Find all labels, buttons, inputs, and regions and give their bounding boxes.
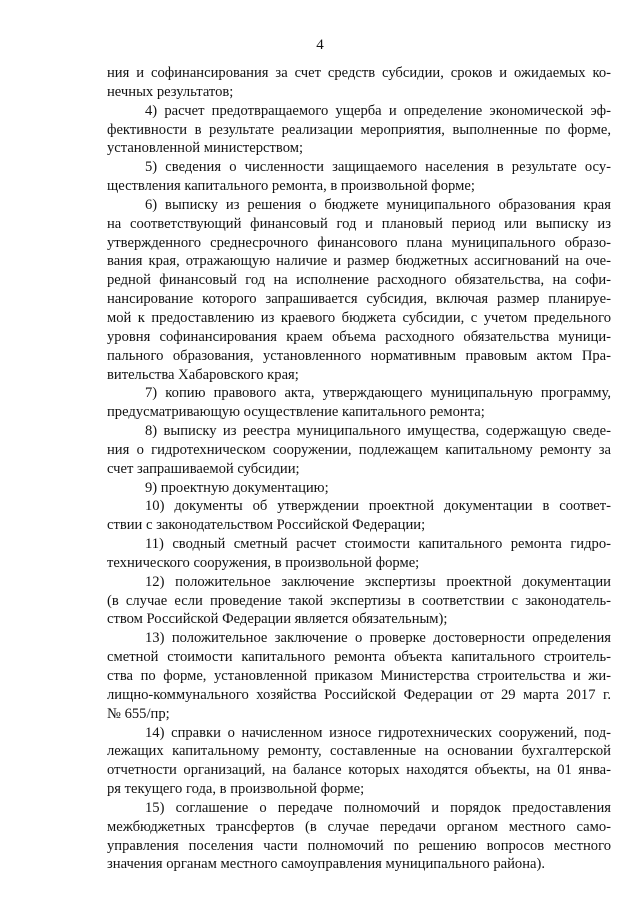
text-line: лищно-коммунального хозяйства Российской Федерации от 29 марта 2017 г.	[107, 686, 611, 703]
text-line: пального образования, установленного нормативным правовым актом Пра-	[107, 347, 611, 364]
text-line: лежащих капитальному ремонту, составленные на основании бухгалтерской	[107, 743, 611, 760]
text-line: 6) выписку из решения о бюджете муниципального образования края	[145, 196, 611, 213]
text-line: межбюджетных трансфертов (в случае передачи органом местного само-	[107, 818, 611, 835]
text-line: ством Российской Федерации является обязательным);	[107, 611, 448, 628]
text-line: утвержденного среднесрочного финансового плана муниципального образо-	[107, 234, 611, 251]
text-line: 5) сведения о численности защищаемого населения в результате осу-	[145, 159, 611, 176]
text-line: ствии с законодательством Российской Федерации;	[107, 517, 426, 534]
text-line: 10) документы об утверждении проектной документации в соответ-	[145, 498, 611, 515]
text-line: значения органам местного самоуправления муниципального района).	[107, 856, 546, 873]
text-line: ния и софинансирования за счет средств субсидии, сроков и ожидаемых ко-	[107, 65, 611, 81]
text-line: 15) соглашение о передаче полномочий и порядок предоставления	[145, 799, 611, 816]
text-line: нечных результатов;	[107, 83, 234, 100]
text-line: (в случае если проведение такой экспертизы в соответствии с законодатель-	[107, 592, 611, 609]
text-line: ря текущего года, в произвольной форме;	[107, 781, 365, 798]
text-line: 8) выписку из реестра муниципального имущества, содержащую сведе-	[145, 423, 611, 440]
text-line: сметной стоимости капитального ремонта объекта капитального строитель-	[107, 649, 611, 666]
document-body	[107, 64, 611, 874]
text-line: управления поселения части полномочий по решению вопросов местного	[107, 837, 611, 854]
text-line: отчетности организаций, на балансе которых находятся объекты, на 01 янва-	[107, 762, 611, 779]
text-line: фективности в результате реализации мероприятия, выполненные по форме,	[107, 121, 611, 138]
text-line: 7) копию правового акта, утверждающего муниципальную программу,	[145, 385, 611, 402]
text-line: 13) положительное заключение о проверке достоверности определения	[145, 630, 611, 647]
text-line: вания края, отражающую наличие и размер бюджетных ассигнований на оче-	[107, 253, 611, 270]
text-line: вительства Хабаровского края;	[107, 366, 299, 383]
text-line: 9) проектную документацию;	[145, 479, 329, 496]
text-line: мой к предоставлению из краевого бюджета субсидии, с учетом предельного	[107, 309, 611, 326]
text-line: редной финансовый год на исполнение расходного обязательства, на софи-	[107, 272, 611, 289]
page-number: 4	[316, 37, 324, 53]
text-line: 11) сводный сметный расчет стоимости капитального ремонта гидро-	[145, 536, 611, 553]
text-line: на соответствующий финансовый год и плановый период или выписку из	[107, 215, 611, 232]
text-line: уровня софинансирования краем объема расходного обязательства муници-	[107, 328, 611, 345]
text-line: технического сооружения, в произвольной форме;	[107, 554, 420, 571]
text-line: ства по форме, установленной приказом Министерства строительства и жи-	[107, 668, 611, 684]
text-line: 12) положительное заключение экспертизы проектной документации	[145, 573, 611, 590]
text-line: установленной министерством;	[107, 140, 303, 157]
text-line: предусматривающую осуществление капитального ремонта;	[107, 404, 485, 421]
text-line: 4) расчет предотвращаемого ущерба и определение экономической эф-	[145, 102, 611, 119]
text-line: № 655/пр;	[107, 705, 170, 722]
text-line: нансирование которого запрашивается субсидия, включая размер планируе-	[107, 291, 611, 308]
text-line: ния о гидротехническом сооружении, подлежащем капитальному ремонту за	[107, 441, 611, 458]
text-line: счет запрашиваемой субсидии;	[107, 460, 300, 477]
text-line: 14) справки о начисленном износе гидротехнических сооружений, под-	[145, 724, 611, 741]
text-line: ществления капитального ремонта, в произвольной форме;	[107, 178, 475, 195]
